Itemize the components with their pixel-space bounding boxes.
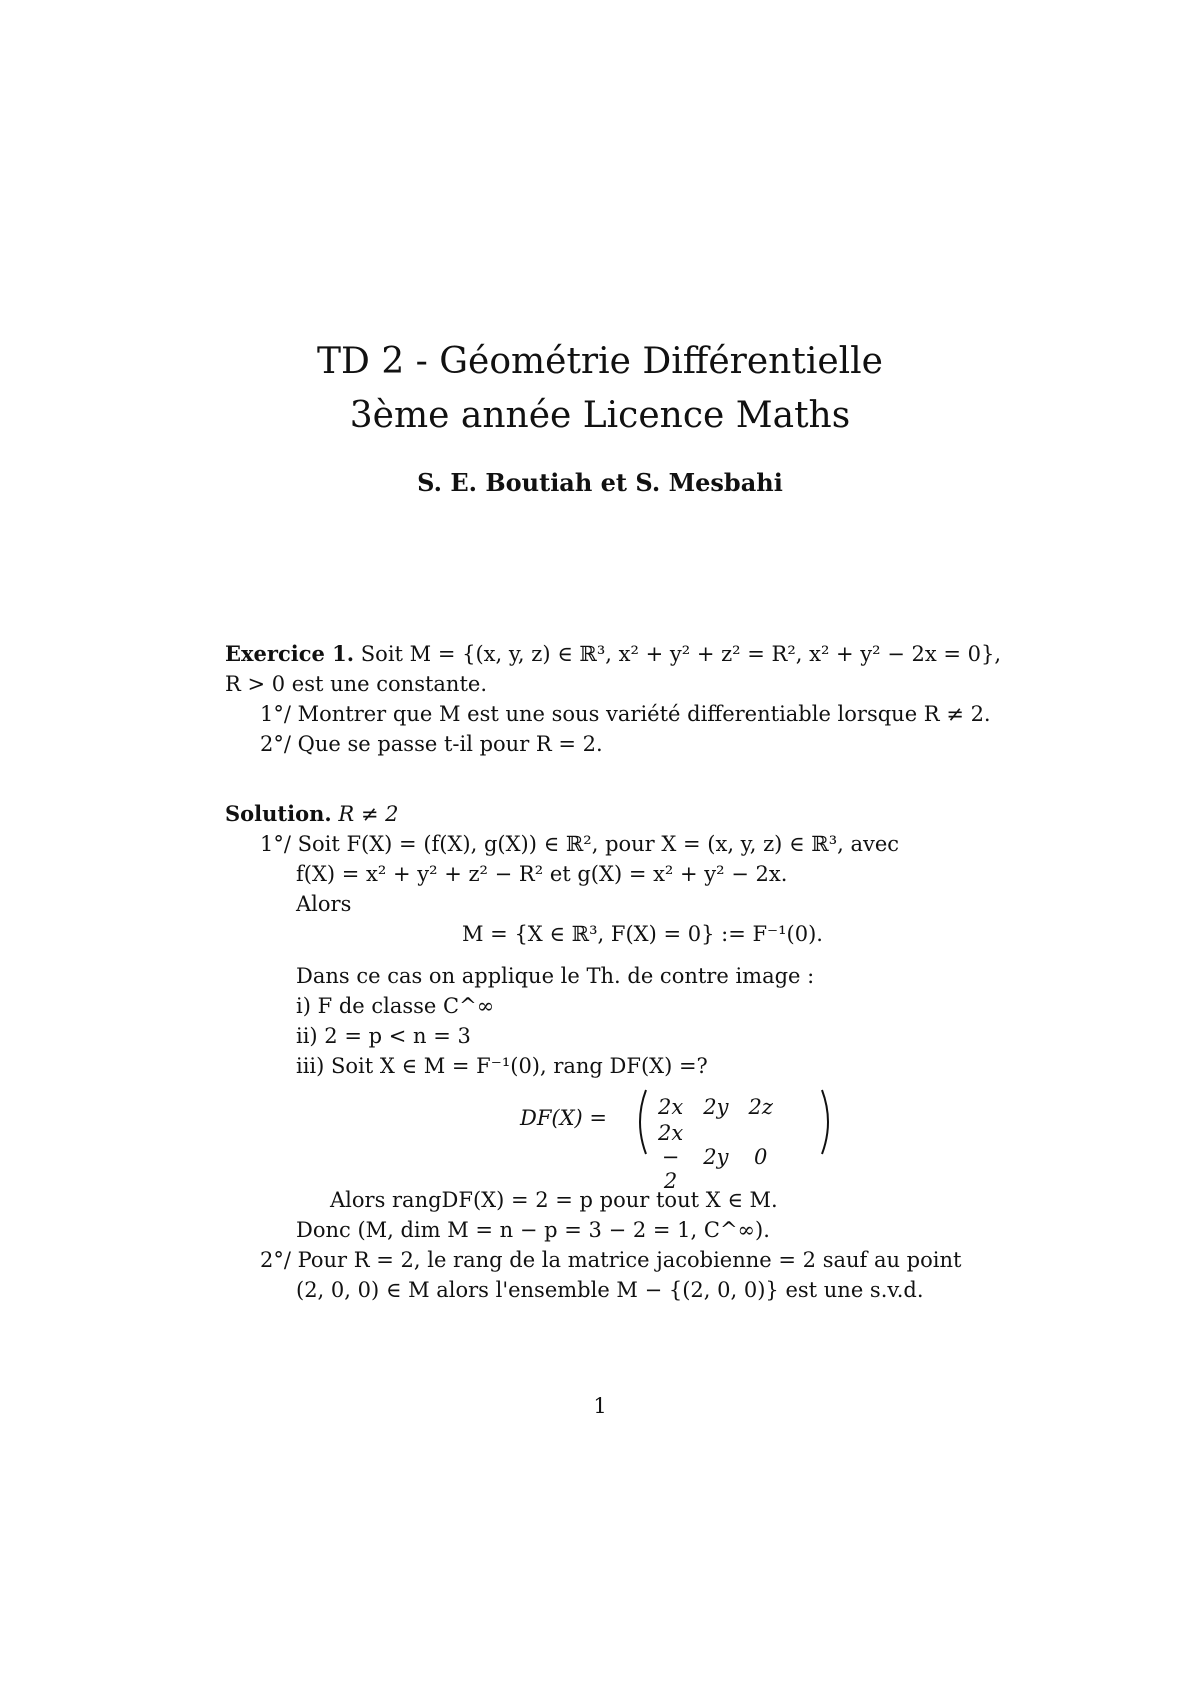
solution-label: Solution. xyxy=(225,801,332,826)
matrix-row xyxy=(648,1121,783,1193)
matrix-cell: 2z xyxy=(748,1094,773,1119)
exercise-statement-cont: R > 0 est une constante. xyxy=(225,672,487,696)
solution-part-1-cont: f(X) = x² + y² + z² − R² et g(X) = x² + y² − 2x. xyxy=(296,862,788,886)
rank-statement: Alors rangDF(X) = 2 = p pour tout X ∈ M. xyxy=(330,1188,778,1212)
matrix-table xyxy=(648,1092,783,1193)
matrix-cell: 2y xyxy=(703,1094,729,1119)
condition-i: i) F de classe C^∞ xyxy=(296,994,495,1018)
authors: S. E. Boutiah et S. Mesbahi xyxy=(417,468,783,497)
donc-statement: Donc (M, dim M = n − p = 3 − 2 = 1, C^∞). xyxy=(296,1218,770,1242)
condition-ii: ii) 2 = p < n = 3 xyxy=(296,1024,471,1048)
matrix-cell: 2x − 2 xyxy=(658,1121,684,1193)
solution-heading xyxy=(225,800,399,828)
exercise-text: Soit M = {(x, y, z) ∈ ℝ³, x² + y² + z² = R², x² + y² − 2x = 0}, xyxy=(360,642,1002,666)
matrix-row xyxy=(648,1092,783,1121)
exercise-question-2: 2°/ Que se passe t-il pour R = 2. xyxy=(260,732,603,756)
matrix-cell: 2x xyxy=(658,1094,684,1119)
exercise-statement xyxy=(225,640,1001,668)
solution-part-1: 1°/ Soit F(X) = (f(X), g(X)) ∈ ℝ², pour X = (x, y, z) ∈ ℝ³, avec xyxy=(260,832,900,856)
solution-part-2: 2°/ Pour R = 2, le rang de la matrice jacobienne = 2 sauf au point xyxy=(260,1248,962,1272)
set-equation: M = {X ∈ ℝ³, F(X) = 0} := F⁻¹(0). xyxy=(462,922,823,946)
exercise-question-1: 1°/ Montrer que M est une sous variété differentiable lorsque R ≠ 2. xyxy=(260,702,991,726)
condition-iii: iii) Soit X ∈ M = F⁻¹(0), rang DF(X) =? xyxy=(296,1054,708,1078)
exercise-label: Exercice 1. xyxy=(225,641,355,666)
page-number: 1 xyxy=(593,1394,607,1418)
solution-part-2-cont: (2, 0, 0) ∈ M alors l'ensemble M − {(2, 0, 0)} est une s.v.d. xyxy=(296,1278,924,1302)
right-paren-icon xyxy=(820,1088,836,1156)
alors-text: Alors xyxy=(296,892,352,916)
solution-case: R ≠ 2 xyxy=(338,802,399,826)
theorem-text: Dans ce cas on applique le Th. de contre image : xyxy=(296,964,815,988)
document-title: TD 2 - Géométrie Différentielle xyxy=(317,341,883,382)
matrix-lhs: DF(X) = xyxy=(520,1106,608,1130)
document-subtitle: 3ème année Licence Maths xyxy=(349,395,851,436)
matrix-cell: 2y xyxy=(703,1145,729,1169)
matrix-cell: 0 xyxy=(753,1145,768,1169)
left-paren-icon xyxy=(632,1088,648,1156)
